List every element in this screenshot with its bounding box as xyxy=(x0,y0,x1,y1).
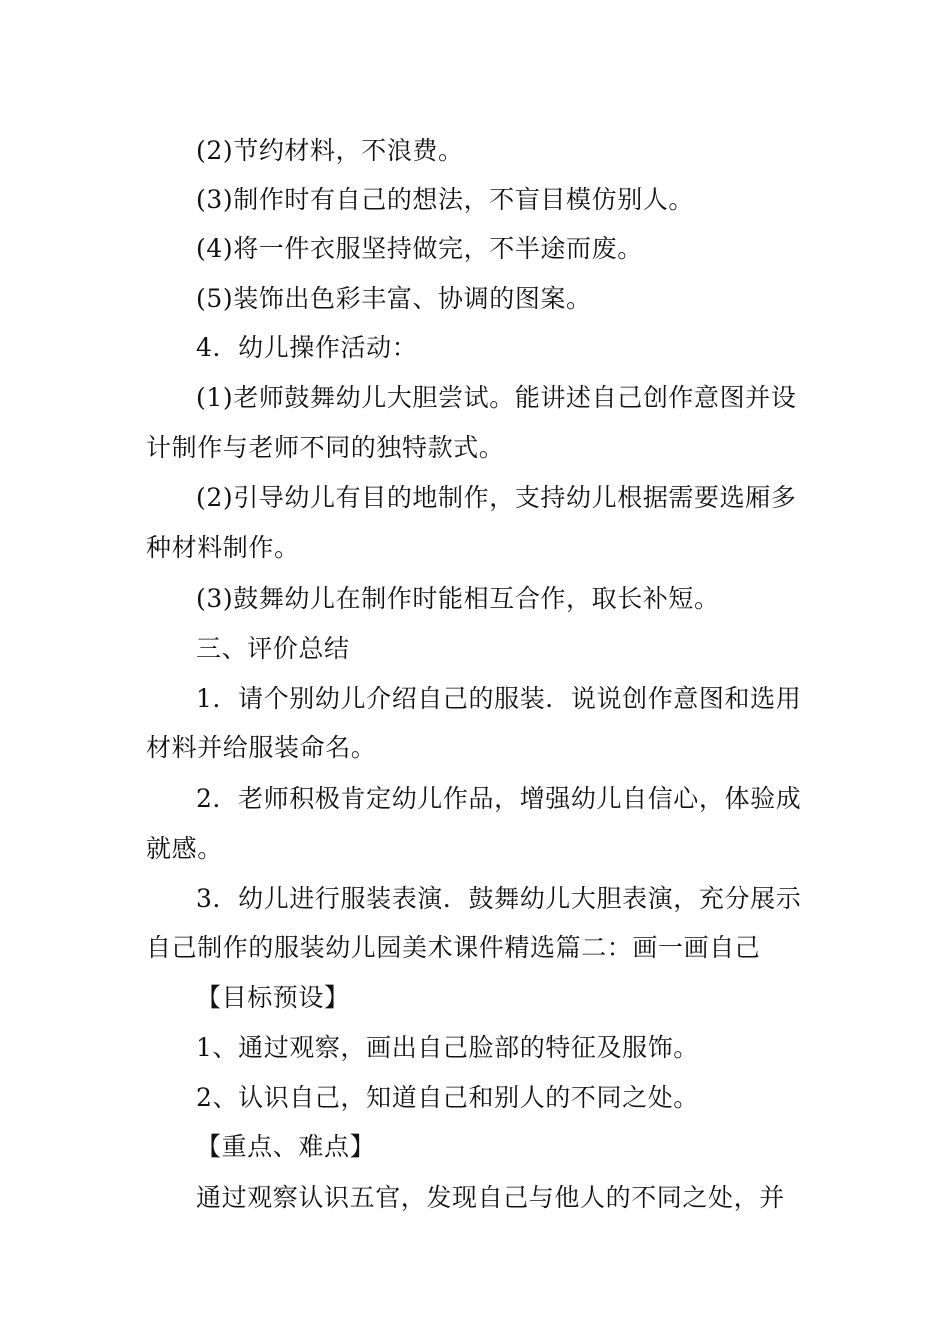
text-line: 计制作与老师不同的独特款式。 xyxy=(146,433,505,462)
text-line: 4．幼儿操作活动： xyxy=(196,333,418,362)
text-line: 2、认识自己，知道自己和别人的不同之处。 xyxy=(196,1083,699,1112)
text-line: (3)制作时有自己的想法，不盲目模仿别人。 xyxy=(196,185,695,214)
section-heading: 三、评价总结 xyxy=(196,634,350,663)
section-heading: 【重点、难点】 xyxy=(196,1132,376,1161)
text-line: 3．幼儿进行服装表演．鼓舞幼儿大胆表演，充分展示 xyxy=(196,884,802,913)
text-line: 2．老师积极肯定幼儿作品，增强幼儿自信心，体验成 xyxy=(196,784,802,813)
text-line: (3)鼓舞幼儿在制作时能相互合作，取长补短。 xyxy=(196,584,720,613)
text-line: 种材料制作。 xyxy=(146,533,300,562)
text-line: 1、通过观察，画出自己脸部的特征及服饰。 xyxy=(196,1033,699,1062)
text-line: 自己制作的服装幼儿园美术课件精选篇二：画一画自己 xyxy=(146,933,761,962)
text-line: (2)节约材料，不浪费。 xyxy=(196,136,464,165)
text-line: 材料并给服装命名。 xyxy=(146,733,377,762)
text-line: (4)将一件衣服坚持做完，不半途而废。 xyxy=(196,234,643,263)
text-line: (1)老师鼓舞幼儿大胆尝试。能讲述自己创作意图并设 xyxy=(196,383,797,412)
text-line: 通过观察认识五官，发现自己与他人的不同之处，并 xyxy=(196,1183,785,1212)
text-line: 就感。 xyxy=(146,834,223,863)
text-line: (5)装饰出色彩丰富、协调的图案。 xyxy=(196,284,592,313)
text-line: 1．请个别幼儿介绍自己的服装．说说创作意图和选用 xyxy=(196,684,802,713)
text-line: (2)引导幼儿有目的地制作，支持幼儿根据需要选厢多 xyxy=(196,483,797,512)
section-heading: 【目标预设】 xyxy=(196,983,350,1012)
